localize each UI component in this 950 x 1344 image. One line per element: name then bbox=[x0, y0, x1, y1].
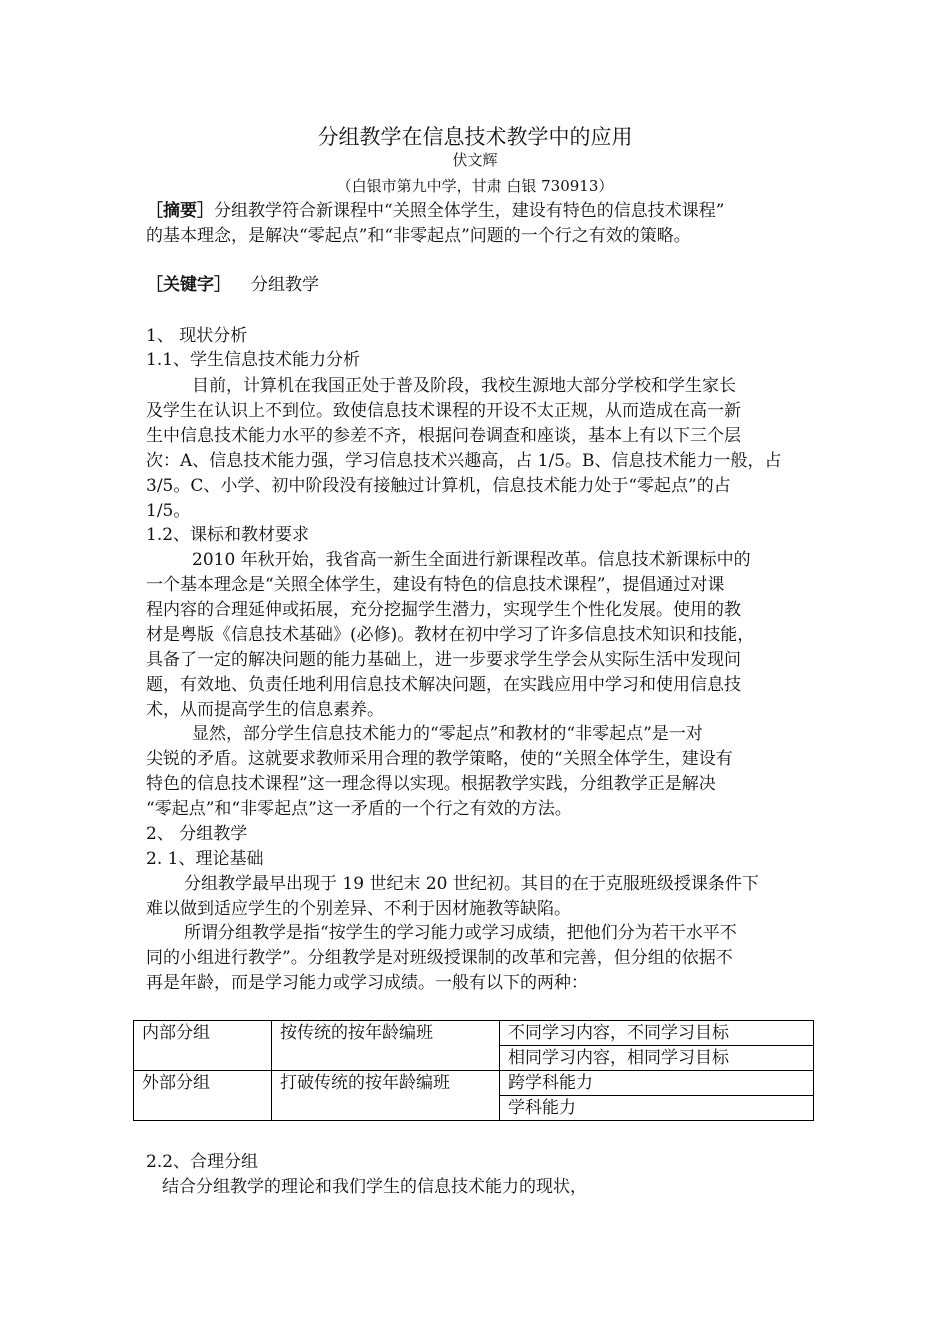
paragraph-line: 再是年龄，而是学习能力或学习成绩。一般有以下的两种： bbox=[146, 973, 588, 993]
section-2-2-heading: 2.2、合理分组 bbox=[146, 1152, 259, 1172]
paragraph-line: 难以做到适应学生的个别差异、不利于因材施教等缺陷。 bbox=[146, 899, 571, 919]
paragraph-line: 一个基本理念是“关照全体学生，建设有特色的信息技术课程”，提倡通过对课 bbox=[146, 575, 725, 595]
abstract-line-1 bbox=[146, 199, 724, 224]
paragraph-line: 同的小组进行教学”。分组教学是对班级授课制的改革和完善，但分组的依据不 bbox=[146, 948, 733, 968]
document-title: 分组教学在信息技术教学中的应用 bbox=[317, 125, 633, 149]
paragraph-line: 次：A、信息技术能力强，学习信息技术兴趣高，占 1/5。B、信息技术能力一般，占 bbox=[146, 451, 782, 471]
paragraph-line: 2010 年秋开始，我省高一新生全面进行新课程改革。信息技术新课标中的 bbox=[192, 550, 751, 570]
author-affiliation: （白银市第九中学，甘肃 白银 730913） bbox=[336, 177, 614, 195]
author-name: 伏文辉 bbox=[452, 151, 498, 169]
paragraph-line: 及学生在认识上不到位。致使信息技术课程的开设不太正规，从而造成在高一新 bbox=[146, 401, 741, 421]
section-2-1-heading: 2. 1、理论基础 bbox=[146, 849, 264, 869]
abstract-text-2: 的基本理念，是解决“零起点”和“非零起点”问题的一个行之有效的策略。 bbox=[146, 226, 691, 246]
abstract-text-1: 分组教学符合新课程中“关照全体学生，建设有特色的信息技术课程” bbox=[214, 201, 725, 221]
section-1-heading: 1、 现状分析 bbox=[146, 326, 248, 346]
table-cell-outer-desc: 打破传统的按年龄编班 bbox=[272, 1071, 500, 1121]
table-cell-outer-option-2: 学科能力 bbox=[500, 1096, 814, 1121]
section-2-heading: 2、 分组教学 bbox=[146, 824, 248, 844]
paragraph-line: 题，有效地、负责任地利用信息技术解决问题，在实践应用中学习和使用信息技 bbox=[146, 675, 741, 695]
paragraph-line: 程内容的合理延伸或拓展，充分挖掘学生潜力，实现学生个性化发展。使用的教 bbox=[146, 600, 741, 620]
paragraph-line: 显然，部分学生信息技术能力的“零起点”和教材的“非零起点”是一对 bbox=[192, 724, 703, 744]
grouping-table bbox=[133, 1020, 814, 1121]
paragraph-line: 3/5。C、小学、初中阶段没有接触过计算机，信息技术能力处于“零起点”的占 bbox=[146, 476, 731, 496]
table-row bbox=[134, 1021, 814, 1046]
section-1-2-heading: 1.2、课标和教材要求 bbox=[146, 525, 310, 545]
abstract-label: ［摘要］ bbox=[146, 201, 214, 221]
table-cell-outer-label: 外部分组 bbox=[134, 1071, 272, 1121]
table-cell-inner-desc: 按传统的按年龄编班 bbox=[272, 1021, 500, 1071]
paragraph-line: 具备了一定的解决问题的能力基础上，进一步要求学生学会从实际生活中发现问 bbox=[146, 650, 741, 670]
paragraph-line: 1/5。 bbox=[146, 501, 191, 521]
table-cell-inner-option-2: 相同学习内容，相同学习目标 bbox=[500, 1046, 814, 1071]
paragraph-line: 结合分组教学的理论和我们学生的信息技术能力的现状， bbox=[162, 1177, 587, 1197]
table-cell-outer-option-1: 跨学科能力 bbox=[500, 1071, 814, 1096]
section-1-1-heading: 1.1、学生信息技术能力分析 bbox=[146, 350, 361, 370]
keywords-label: ［关键字］ bbox=[146, 275, 231, 295]
keywords-value: 分组教学 bbox=[251, 275, 319, 295]
paragraph-line: 材是粤版《信息技术基础》(必修)。教材在初中学习了许多信息技术知识和技能， bbox=[146, 625, 755, 645]
paragraph-line: 生中信息技术能力水平的参差不齐，根据问卷调查和座谈，基本上有以下三个层 bbox=[146, 426, 741, 446]
keywords-line bbox=[146, 273, 319, 298]
paragraph-line: 目前，计算机在我国正处于普及阶段，我校生源地大部分学校和学生家长 bbox=[192, 376, 736, 396]
table-cell-inner-option-1: 不同学习内容，不同学习目标 bbox=[500, 1021, 814, 1046]
paragraph-line: 特色的信息技术课程”这一理念得以实现。根据教学实践，分组教学正是解决 bbox=[146, 774, 716, 794]
table-cell-inner-label: 内部分组 bbox=[134, 1021, 272, 1071]
table-row bbox=[134, 1071, 814, 1096]
paragraph-line: 分组教学最早出现于 19 世纪末 20 世纪初。其目的在于克服班级授课条件下 bbox=[184, 874, 759, 894]
paragraph-line: 术，从而提高学生的信息素养。 bbox=[146, 700, 384, 720]
paragraph-line: 尖锐的矛盾。这就要求教师采用合理的教学策略，使的“关照全体学生，建设有 bbox=[146, 749, 733, 769]
paragraph-line: “零起点”和“非零起点”这一矛盾的一个行之有效的方法。 bbox=[146, 799, 572, 819]
paragraph-line: 所谓分组教学是指“按学生的学习能力或学习成绩，把他们分为若干水平不 bbox=[184, 923, 737, 943]
